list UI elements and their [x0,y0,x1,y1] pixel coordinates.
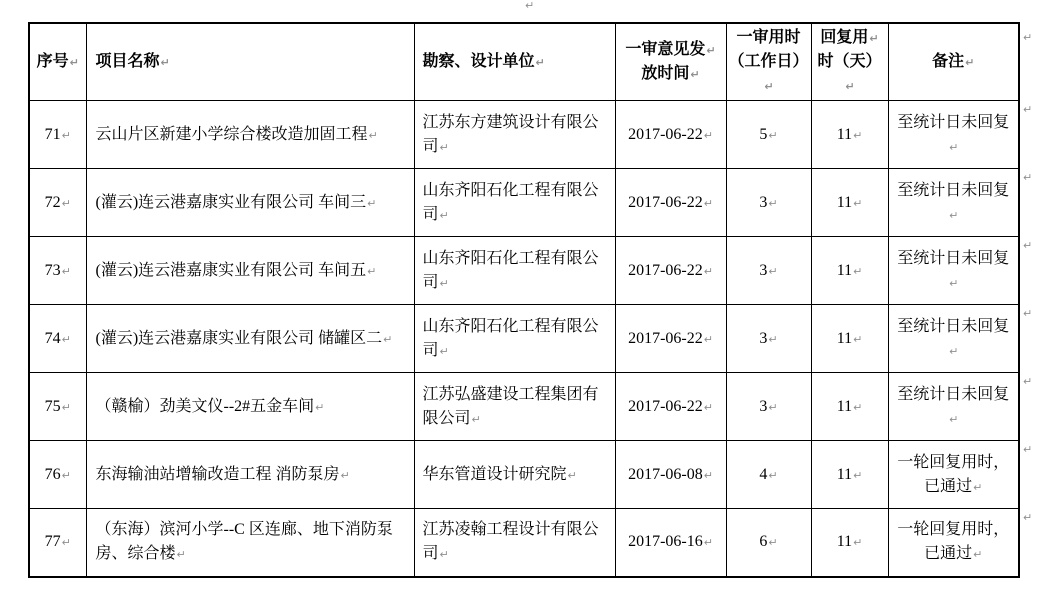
table-row [29,441,1019,509]
header-project-name[interactable] [86,23,414,101]
paragraph-mark: ↵ [439,276,449,290]
cell-reply-days[interactable] [811,509,888,577]
cell-remark[interactable] [888,237,1019,305]
header-issue-date[interactable] [615,23,726,101]
header-label: 勘察、设计单位 [422,53,535,70]
cell-text: 云山片区新建小学综合楼改造加固工程 [95,125,368,143]
cell-review-days[interactable] [726,101,811,169]
cell-text: (灌云)连云港嘉康实业有限公司 车间五 [95,261,367,279]
header-label: （工作日） [728,53,809,70]
cell-reply-days[interactable] [811,373,888,441]
cell-text: 6 [759,533,768,551]
paragraph-mark: ↵ [61,468,71,482]
table-row [29,101,1019,169]
paragraph-mark: ↵ [768,196,778,210]
cell-text: 73 [44,261,61,279]
cell-text: 75 [44,397,61,415]
cell-serial[interactable] [29,101,86,169]
cell-text: 2017-06-22 [628,329,703,347]
header-label: 时（天） [817,53,882,70]
header-label: 序号 [36,53,69,70]
cell-text: 4 [759,465,768,483]
paragraph-mark: ↵ [61,536,71,550]
cell-text: 一轮回复用时，已通过 [897,521,1010,563]
paragraph-mark: ↵ [869,32,879,45]
paragraph-mark: ↵ [764,80,774,93]
cell-text: (灌云)连云港嘉康实业有限公司 储罐区二 [95,329,383,347]
paragraph-mark: ↵ [703,468,713,482]
header-label: 回复用 [820,29,869,46]
paragraph-mark: ↵ [61,400,71,414]
cell-issue-date[interactable] [615,237,726,305]
header-review-days[interactable] [726,23,811,101]
paragraph-mark: ↵ [1023,511,1033,524]
paragraph-mark: ↵ [439,344,449,358]
cell-design-unit[interactable] [414,237,615,305]
cell-serial[interactable] [29,441,86,509]
cell-text: 3 [759,261,768,279]
cell-text: 77 [44,533,61,551]
cell-text: 71 [44,125,61,143]
cell-review-days[interactable] [726,169,811,237]
paragraph-mark: ↵ [368,128,378,142]
cell-text: 11 [836,193,853,211]
cell-issue-date[interactable] [615,101,726,169]
cell-text: 72 [44,193,61,211]
cell-remark[interactable] [888,441,1019,509]
cell-text: 76 [44,465,61,483]
paragraph-mark: ↵ [949,344,959,358]
paragraph-mark: ↵ [973,480,983,494]
cell-text: 11 [836,125,853,143]
cell-text: 2017-06-22 [628,193,703,211]
cell-review-days[interactable] [726,509,811,577]
paragraph-mark: ↵ [690,68,700,81]
cell-text: （赣榆）劲美文仪--2#五金车间 [95,397,315,415]
paragraph-mark: ↵ [973,548,983,562]
cell-text: 2017-06-22 [628,125,703,143]
header-label: 放时间 [641,65,690,82]
paragraph-mark: ↵ [367,196,377,210]
paragraph-mark: ↵ [61,196,71,210]
cell-issue-date[interactable] [615,169,726,237]
cell-text: 东海输油站增输改造工程 消防泵房 [95,465,340,483]
row-end-marks [1022,24,1042,572]
paragraph-mark: ↵ [1023,171,1033,184]
cell-remark[interactable] [888,373,1019,441]
header-label: 一审意见发 [625,41,706,58]
cell-serial[interactable] [29,305,86,373]
paragraph-mark: ↵ [949,140,959,154]
paragraph-mark: ↵ [768,264,778,278]
paragraph-mark: ↵ [367,264,377,278]
cell-text: 2017-06-08 [628,465,703,483]
paragraph-mark: ↵ [703,128,713,142]
cell-project-name[interactable] [86,509,414,577]
cell-text: 至统计日未回复 [897,113,1010,131]
paragraph-mark: ↵ [949,276,959,290]
header-serial[interactable] [29,23,86,101]
paragraph-mark: ↵ [853,128,863,142]
paragraph-mark: ↵ [383,332,393,346]
paragraph-mark: ↵ [439,208,449,222]
cell-remark[interactable] [888,509,1019,577]
cell-text: 山东齐阳石化工程有限公司 [422,317,599,359]
paragraph-mark: ↵ [61,264,71,278]
paragraph-mark: ↵ [703,196,713,210]
cell-text: 至统计日未回复 [897,181,1010,199]
cell-project-name[interactable] [86,441,414,509]
paragraph-mark: ↵ [69,56,79,69]
cell-remark[interactable] [888,101,1019,169]
table-row [29,305,1019,373]
cell-design-unit[interactable] [414,441,615,509]
header-label: 项目名称 [95,53,160,70]
paragraph-mark: ↵ [768,536,778,550]
paragraph-mark: ↵ [1023,307,1033,320]
cell-project-name[interactable] [86,305,414,373]
paragraph-mark: ↵ [853,536,863,550]
header-row [29,23,1019,101]
paragraph-mark: ↵ [439,548,449,562]
paragraph-mark: ↵ [176,548,186,562]
paragraph-mark: ↵ [340,468,350,482]
paragraph-mark: ↵ [703,332,713,346]
cell-text: 华东管道设计研究院 [422,465,567,483]
paragraph-mark: ↵ [703,536,713,550]
paragraph-mark: ↵ [1023,239,1033,252]
cell-project-name[interactable] [86,373,414,441]
cell-text: 3 [759,329,768,347]
cell-review-days[interactable] [726,441,811,509]
cell-text: 江苏弘盛建设工程集团有限公司 [422,385,599,427]
header-remark[interactable] [888,23,1019,101]
cell-text: 11 [836,465,853,483]
cell-text: 3 [759,397,768,415]
cell-reply-days[interactable] [811,237,888,305]
table-row [29,373,1019,441]
cell-reply-days[interactable] [811,169,888,237]
paragraph-mark: ↵ [768,468,778,482]
cell-design-unit[interactable] [414,373,615,441]
cell-text: 11 [836,329,853,347]
cell-review-days[interactable] [726,305,811,373]
cell-issue-date[interactable] [615,441,726,509]
cell-serial[interactable] [29,373,86,441]
paragraph-mark: ↵ [703,264,713,278]
paragraph-mark: ↵ [853,468,863,482]
paragraph-mark: ↵ [965,56,975,69]
table-row [29,509,1019,577]
paragraph-mark: ↵ [61,332,71,346]
cell-text: （东海）滨河小学--C 区连廊、地下消防泵房、综合楼 [95,521,393,563]
paragraph-mark: ↵ [1023,443,1033,456]
cell-review-days[interactable] [726,373,811,441]
paragraph-mark: ↵ [525,0,535,12]
paragraph-mark: ↵ [845,80,855,93]
paragraph-mark: ↵ [160,56,170,69]
cell-text: 至统计日未回复 [897,249,1010,267]
cell-serial[interactable] [29,169,86,237]
cell-issue-date[interactable] [615,305,726,373]
header-design-unit[interactable] [414,23,615,101]
paragraph-mark: ↵ [853,264,863,278]
table-row [29,237,1019,305]
cell-issue-date[interactable] [615,373,726,441]
cell-serial[interactable] [29,237,86,305]
cell-text: 山东齐阳石化工程有限公司 [422,181,599,223]
cell-text: 2017-06-16 [628,533,703,551]
paragraph-mark: ↵ [949,412,959,426]
header-reply-days[interactable] [811,23,888,101]
header-label: 备注 [932,53,965,70]
cell-text: 5 [759,125,768,143]
paragraph-mark: ↵ [439,140,449,154]
cell-text: 11 [836,533,853,551]
table-row [29,169,1019,237]
cell-design-unit[interactable] [414,305,615,373]
cell-text: 江苏凌翰工程设计有限公司 [422,521,599,563]
cell-review-days[interactable] [726,237,811,305]
cell-project-name[interactable] [86,237,414,305]
paragraph-mark: ↵ [949,208,959,222]
cell-project-name[interactable] [86,101,414,169]
cell-design-unit[interactable] [414,169,615,237]
cell-project-name[interactable] [86,169,414,237]
cell-design-unit[interactable] [414,101,615,169]
cell-reply-days[interactable] [811,101,888,169]
cell-text: 11 [836,397,853,415]
cell-reply-days[interactable] [811,441,888,509]
cell-text: 一轮回复用时，已通过 [897,453,1010,495]
cell-text: 2017-06-22 [628,397,703,415]
cell-text: 至统计日未回复 [897,385,1010,403]
cell-text: 3 [759,193,768,211]
paragraph-mark: ↵ [315,400,325,414]
paragraph-mark: ↵ [853,332,863,346]
review-table [28,22,1020,578]
cell-text: 至统计日未回复 [897,317,1010,335]
paragraph-mark: ↵ [703,400,713,414]
cell-text: 74 [44,329,61,347]
paragraph-mark: ↵ [853,196,863,210]
paragraph-mark: ↵ [61,128,71,142]
cell-text: 山东齐阳石化工程有限公司 [422,249,599,291]
cell-reply-days[interactable] [811,305,888,373]
paragraph-mark: ↵ [1023,103,1033,116]
paragraph-mark: ↵ [567,468,577,482]
cell-design-unit[interactable] [414,509,615,577]
paragraph-mark: ↵ [471,412,481,426]
cell-remark[interactable] [888,169,1019,237]
paragraph-mark: ↵ [1023,375,1033,388]
paragraph-mark: ↵ [706,44,716,57]
cell-text: 江苏东方建筑设计有限公司 [422,113,599,155]
header-label: 一审用时 [736,29,801,46]
paragraph-mark: ↵ [768,332,778,346]
paragraph-mark: ↵ [853,400,863,414]
paragraph-mark: ↵ [535,56,545,69]
cell-text: 2017-06-22 [628,261,703,279]
cell-serial[interactable] [29,509,86,577]
cell-remark[interactable] [888,305,1019,373]
paragraph-mark: ↵ [768,400,778,414]
cell-text: 11 [836,261,853,279]
cell-issue-date[interactable] [615,509,726,577]
cell-text: (灌云)连云港嘉康实业有限公司 车间三 [95,193,367,211]
paragraph-mark: ↵ [1023,31,1033,44]
paragraph-mark: ↵ [768,128,778,142]
